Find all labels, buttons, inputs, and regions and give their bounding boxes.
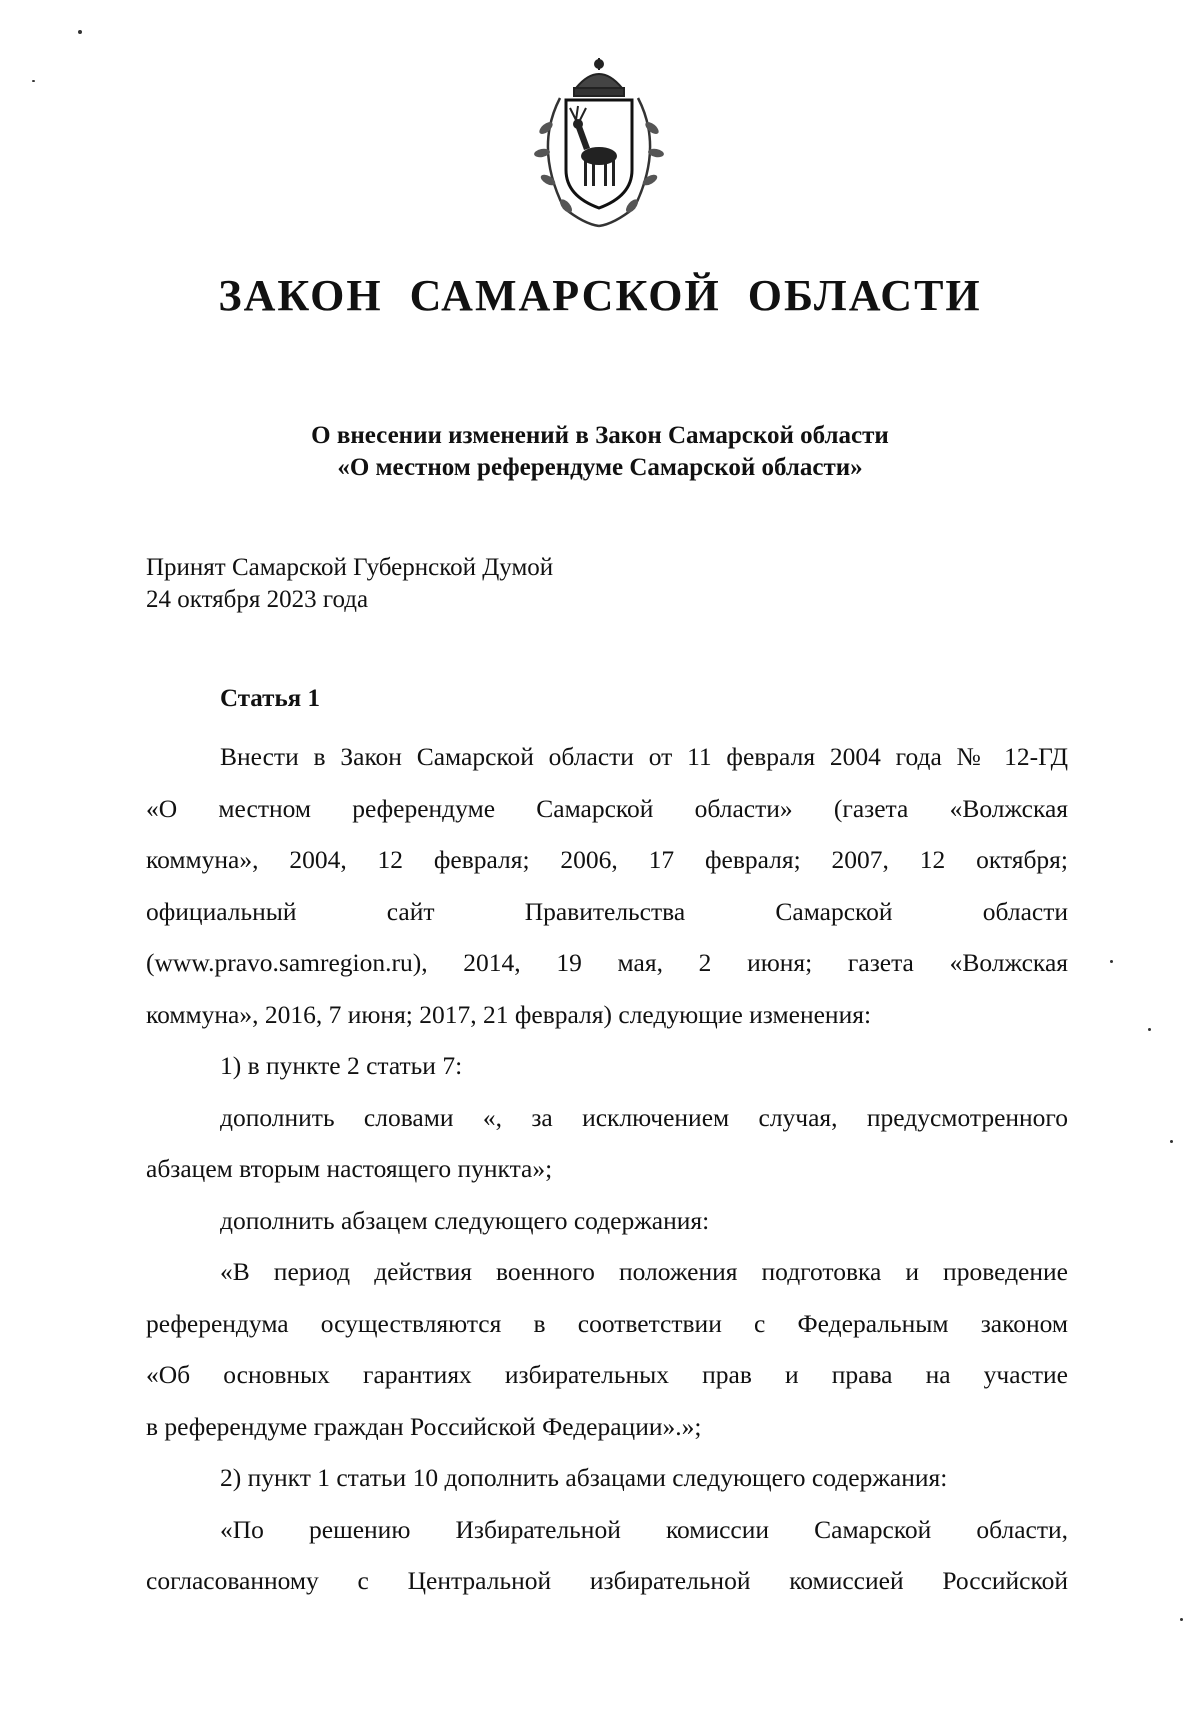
law-title: ЗАКОН САМАРСКОЙ ОБЛАСТИ — [218, 271, 982, 320]
body-line: «О местном референдуме Самарской области» (газета «Волжская — [146, 793, 1068, 823]
subtitle-line: О внесении изменений в Закон Самарской области — [311, 422, 889, 449]
adoption-date: 24 октября 2023 года — [146, 586, 369, 613]
body-line: дополнить абзацем следующего содержания: — [220, 1205, 710, 1235]
coat-of-arms-emblem — [524, 58, 674, 230]
body-line: (www.pravo.samregion.ru), 2014, 19 мая, 2 июня; газета «Волжская — [146, 948, 1068, 977]
subtitle-line: «О местном референдуме Самарской области» — [337, 454, 863, 481]
body-line: референдума осуществляются в соответствии с Федеральным законом — [146, 1308, 1068, 1338]
scan-speck — [1170, 1140, 1173, 1143]
adoption-body: Принят Самарской Губернской Думой — [146, 554, 554, 581]
article-body — [146, 731, 1068, 1607]
body-line: коммуна», 2016, 7 июня; 2017, 21 февраля) следующие изменения: — [146, 999, 872, 1029]
body-line: «Об основных гарантиях избирательных прав и права на участие — [146, 1360, 1068, 1389]
scan-speck — [78, 30, 82, 34]
scan-speck — [1148, 1028, 1151, 1031]
body-line: согласованному с Центральной избирательной комиссией Российской — [146, 1566, 1068, 1595]
law-subtitle — [0, 420, 1200, 484]
scan-speck — [32, 80, 35, 82]
body-line: официальный сайт Правительства Самарской области — [146, 896, 1068, 926]
body-line: 1) в пункте 2 статьи 7: — [220, 1051, 463, 1080]
body-line: «По решению Избирательной комиссии Самарской области, — [220, 1514, 1068, 1544]
body-line: коммуна», 2004, 12 февраля; 2006, 17 февраля; 2007, 12 октября; — [146, 845, 1068, 874]
body-line: Внести в Закон Самарской области от 11 февраля 2004 года № 12-ГД — [220, 742, 1068, 771]
body-line: 2) пункт 1 статьи 10 дополнить абзацами следующего содержания: — [220, 1463, 948, 1492]
scan-speck — [1180, 1618, 1183, 1621]
body-line: дополнить словами «, за исключением случая, предусмотренного — [220, 1102, 1068, 1132]
adoption-info — [146, 552, 553, 616]
article-heading: Статья 1 — [220, 685, 320, 712]
body-line: в референдуме граждан Российской Федерации».»; — [146, 1411, 702, 1441]
scan-speck — [1110, 960, 1113, 963]
body-line: абзацем вторым настоящего пункта»; — [146, 1154, 553, 1183]
body-line: «В период действия военного положения подготовка и проведение — [220, 1257, 1068, 1286]
